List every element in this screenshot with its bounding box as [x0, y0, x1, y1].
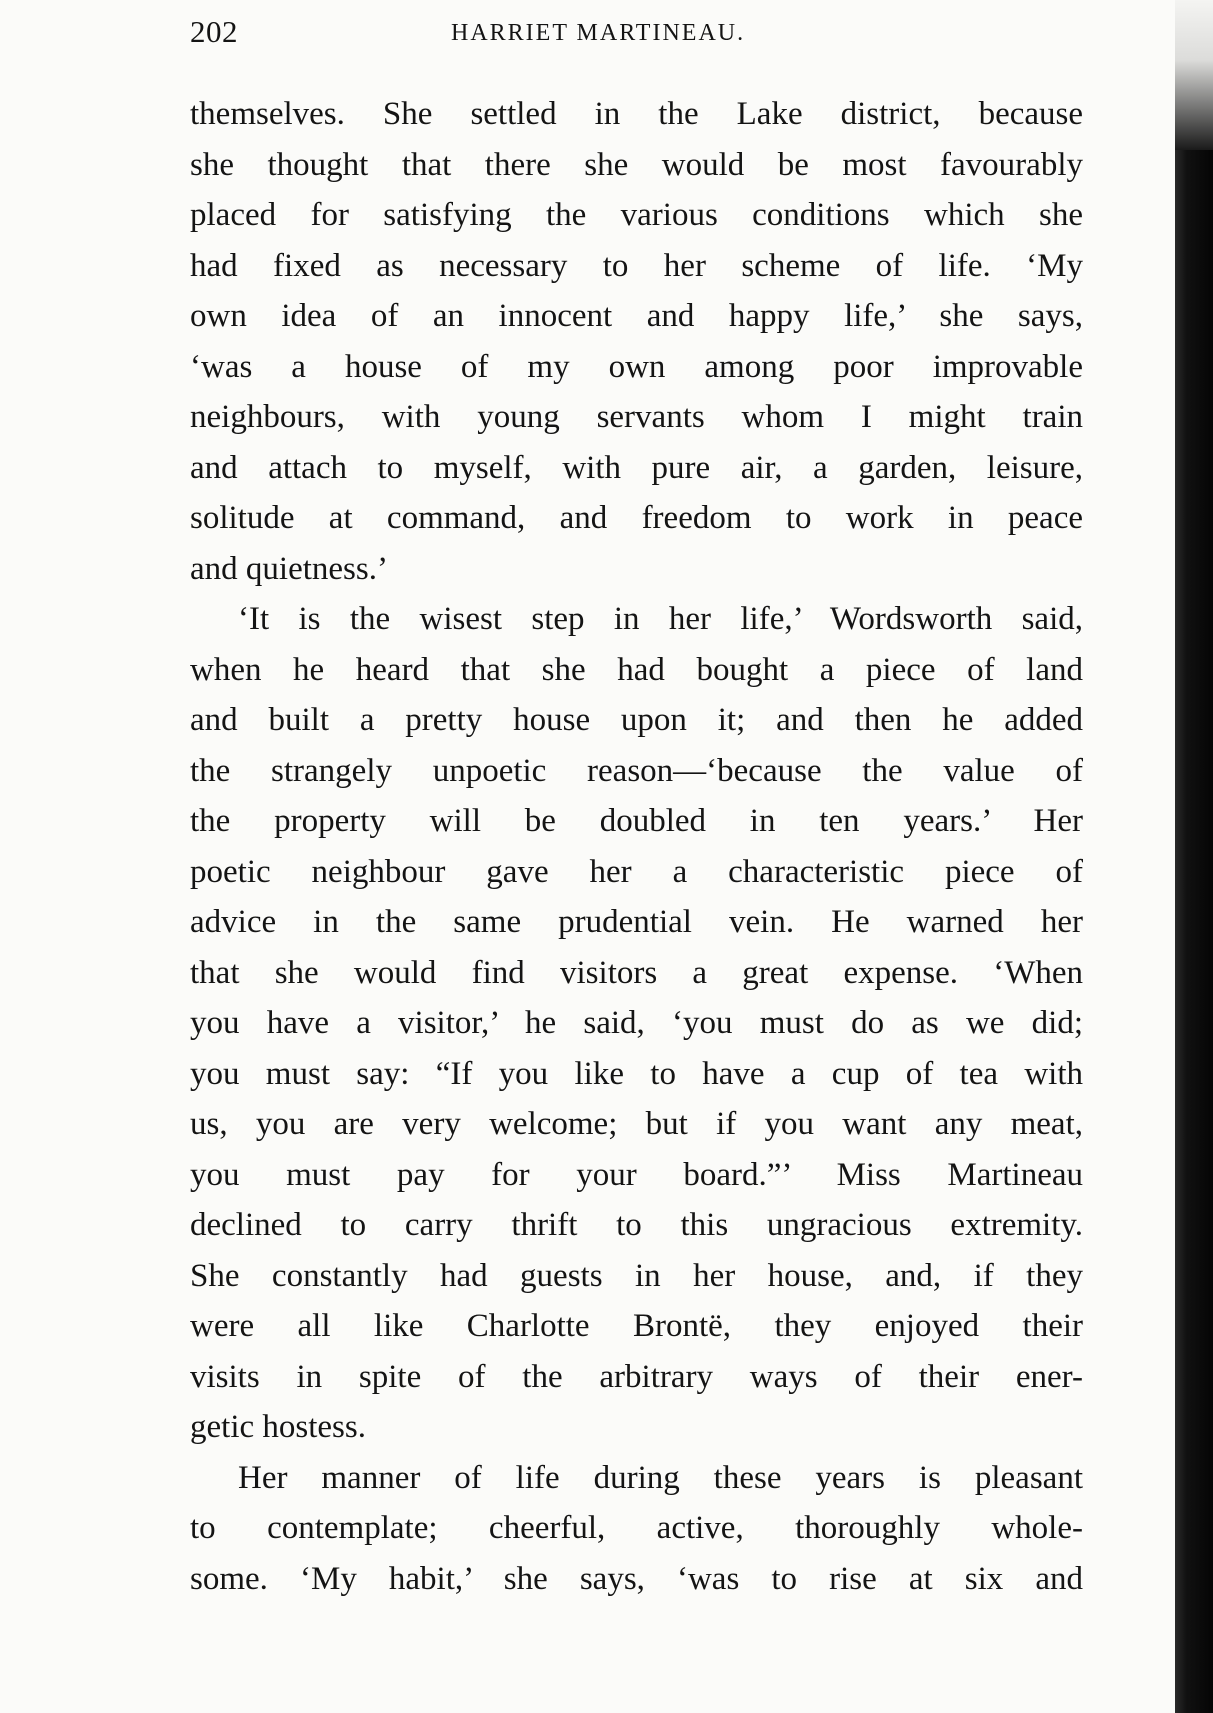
text-line: and built a pretty house upon it; and then he added [190, 702, 1083, 738]
text-line: she thought that there she would be most favourably [190, 146, 1083, 183]
text-line: She constantly had guests in her house, and, if they [190, 1257, 1083, 1294]
paragraph-3 [190, 1453, 1083, 1605]
text-line: the strangely unpoetic reason—‘because the value of [190, 752, 1083, 789]
text-line: getic hostess. [190, 1409, 366, 1445]
text-line: neighbours, with young servants whom I might train [190, 399, 1083, 435]
text-line: that she would find visitors a great expense. ‘When [190, 954, 1083, 991]
text-line: and quietness.’ [190, 550, 388, 587]
text-line: ‘It is the wisest step in her life,’ Wordsworth said, [238, 601, 1083, 637]
text-line: ‘was a house of my own among poor improvable [190, 348, 1083, 385]
text-line: you must pay for your board.”’ Miss Martineau [190, 1156, 1083, 1193]
text-line: own idea of an innocent and happy life,’ she says, [190, 298, 1083, 334]
text-line: advice in the same prudential vein. He warned her [190, 904, 1083, 940]
text-line: had fixed as necessary to her scheme of life. ‘My [190, 247, 1083, 284]
text-line: and attach to myself, with pure air, a garden, leisure, [190, 449, 1083, 486]
text-line: solitude at command, and freedom to work in peace [190, 500, 1083, 536]
text-line: when he heard that she had bought a piece of land [190, 651, 1083, 688]
text-line: the property will be doubled in ten years.’ Her [190, 803, 1083, 839]
running-head [190, 14, 1090, 54]
paragraph-2 [190, 594, 1083, 1453]
text-line: Her manner of life during these years is pleasant [238, 1459, 1083, 1496]
paragraph-1 [190, 89, 1083, 594]
text-line: were all like Charlotte Brontë, they enjoyed their [190, 1308, 1083, 1344]
text-line: placed for satisfying the various conditions which she [190, 197, 1083, 233]
text-line: to contemplate; cheerful, active, thoroughly whole- [190, 1510, 1083, 1546]
running-title: HARRIET MARTINEAU. [451, 20, 746, 46]
page-number: 202 [190, 14, 238, 49]
page-edge-shadow [1175, 0, 1213, 1713]
body-text [190, 89, 1083, 1604]
text-line: declined to carry thrift to this ungracious extremity. [190, 1207, 1083, 1243]
text-line: some. ‘My habit,’ she says, ‘was to rise at six and [190, 1560, 1083, 1597]
text-line: visits in spite of the arbitrary ways of their ener- [190, 1358, 1083, 1395]
text-line: you have a visitor,’ he said, ‘you must do as we did; [190, 1005, 1083, 1041]
text-line: us, you are very welcome; but if you want any meat, [190, 1106, 1083, 1142]
page-edge-highlight [1175, 0, 1213, 150]
text-line: themselves. She settled in the Lake district, because [190, 96, 1083, 132]
text-line: poetic neighbour gave her a characteristic piece of [190, 853, 1083, 890]
text-line: you must say: “If you like to have a cup of tea with [190, 1055, 1083, 1092]
